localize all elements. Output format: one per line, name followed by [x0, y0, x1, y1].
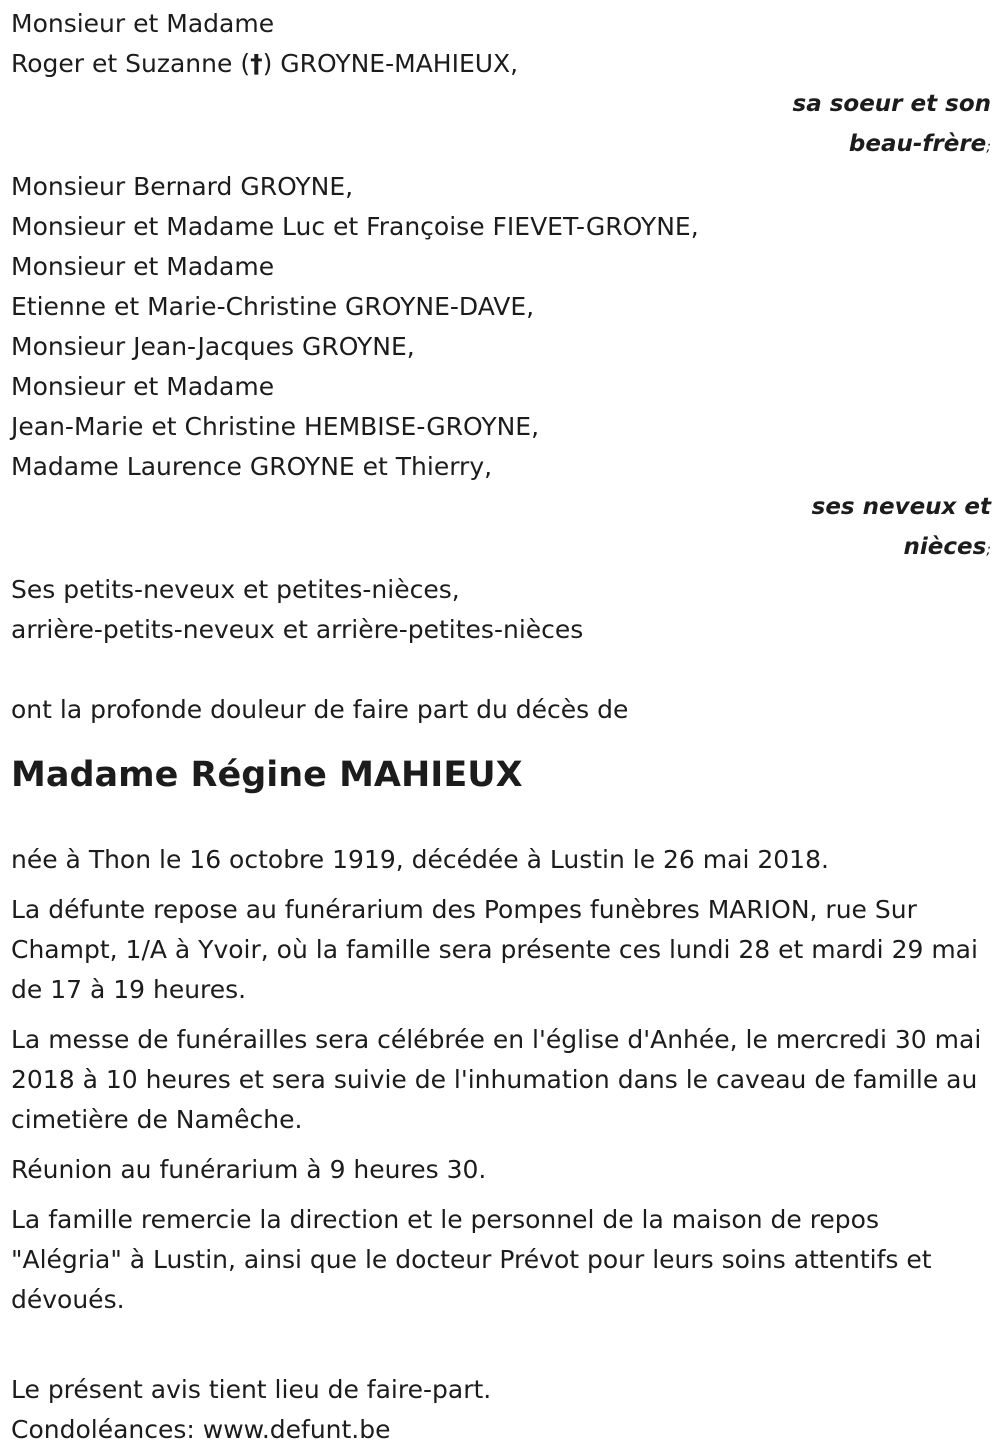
relation-label: sa soeur et son [792, 91, 991, 117]
family-line: Monsieur et Madame [11, 372, 275, 401]
condolences-line: Condoléances: www.defunt.be [11, 1415, 391, 1444]
family-line: Monsieur et Madame [11, 9, 275, 38]
cross-icon: † [250, 49, 263, 78]
family-line: Ses petits-neveux et petites-nièces, [11, 575, 460, 604]
family-line: Jean-Marie et Christine HEMBISE-GROYNE, [11, 412, 540, 441]
family-line: Monsieur Jean-Jacques GROYNE, [11, 332, 415, 361]
family-block-sister [11, 4, 991, 167]
detail-paragraph: La messe de funérailles sera célébrée en l'église d'Anhée, le mercredi 30 mai 2018 à 10 heures et sera suivie de l'inhumation dans le caveau de famille au cimetière de Namêche. [11, 1025, 982, 1134]
family-line: Monsieur et Madame Luc et Françoise FIEVET-GROYNE, [11, 212, 699, 241]
detail-paragraph: Réunion au funérarium à 9 heures 30. [11, 1155, 487, 1184]
detail-paragraph: née à Thon le 16 octobre 1919, décédée à Lustin le 26 mai 2018. [11, 845, 829, 874]
family-line: Etienne et Marie-Christine GROYNE-DAVE, [11, 292, 535, 321]
detail-paragraph: La défunte repose au funérarium des Pompes funèbres MARION, rue Sur Champt, 1/A à Yvoir, où la famille sera présente ces lundi 28 et mardi 29 mai de 17 à 19 heures. [11, 895, 978, 1004]
detail-paragraph: La famille remercie la direction et le personnel de la maison de repos "Alégria" à Lustin, ainsi que le docteur Prévot pour leurs soins attentifs et dévoués. [11, 1205, 932, 1314]
family-line-part: Roger et Suzanne ( [11, 49, 251, 78]
relation-label: beau-frère; [848, 131, 991, 157]
details-block [11, 840, 991, 1320]
relation-label: nièces; [903, 534, 991, 560]
relation-semicolon: ; [986, 542, 991, 558]
family-line-part: ) GROYNE-MAHIEUX, [262, 49, 519, 78]
family-line: arrière-petits-neveux et arrière-petites-nièces [11, 615, 584, 644]
closing-block [11, 1370, 991, 1450]
relation-semicolon: ; [986, 139, 991, 155]
family-block-nephews [11, 167, 991, 570]
family-line [11, 44, 991, 84]
family-line: Madame Laurence GROYNE et Thierry, [11, 452, 493, 481]
deceased-name: Madame Régine MAHIEUX [11, 755, 523, 795]
family-line: Monsieur et Madame [11, 252, 275, 281]
relation-label: ses neveux et [811, 494, 991, 520]
spacer [11, 650, 991, 690]
announcement-text: ont la profonde douleur de faire part du décès de [11, 695, 629, 724]
family-line: Monsieur Bernard GROYNE, [11, 172, 354, 201]
spacer [11, 1330, 991, 1370]
closing-line: Le présent avis tient lieu de faire-part. [11, 1375, 492, 1404]
family-block-grand-nephews [11, 570, 991, 650]
